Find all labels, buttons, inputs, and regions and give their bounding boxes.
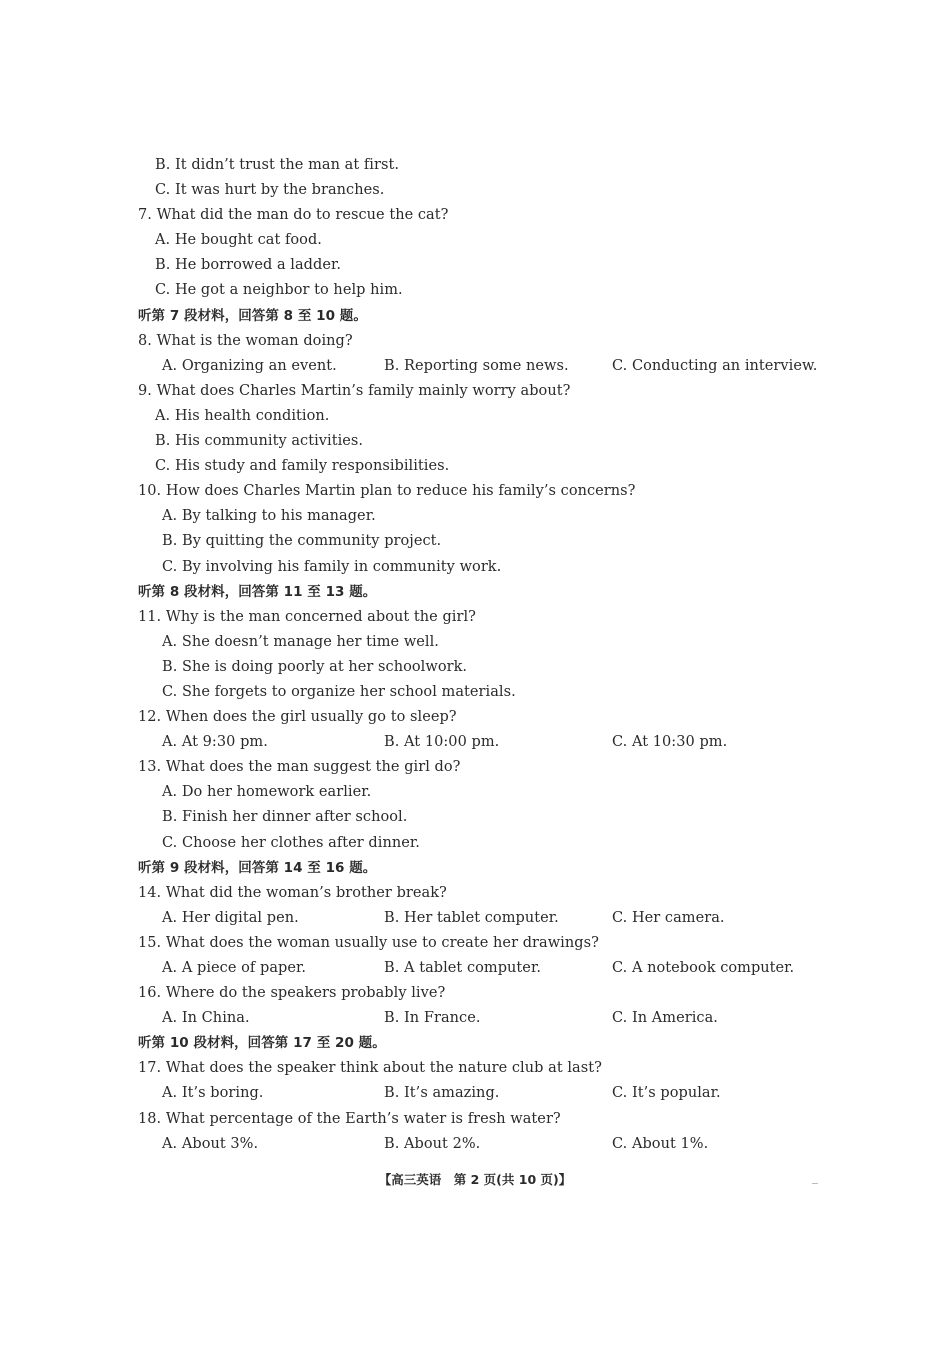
option-text: C. It’s popular.	[612, 1085, 721, 1102]
page-footer: 【高三英语 第 2 页(共 10 页)】	[378, 1172, 572, 1187]
option-text: C. Choose her clothes after dinner.	[162, 834, 420, 851]
option-text: C. A notebook computer.	[612, 960, 795, 976]
options-row	[138, 956, 828, 981]
section-instruction: 听第 10 段材料，回答第 17 至 20 题。	[138, 1035, 386, 1052]
option-text: B. He borrowed a ladder.	[155, 257, 342, 274]
option-text: B. In France.	[384, 1010, 481, 1027]
option-text: C. About 1%.	[612, 1135, 709, 1152]
option-text: B. Finish her dinner after school.	[162, 809, 408, 826]
option-text: C. In America.	[612, 1010, 718, 1027]
option-text: A. His health condition.	[155, 407, 330, 424]
options-row	[138, 1006, 828, 1031]
question-text: 14. What did the woman’s brother break?	[138, 884, 447, 901]
options-row	[138, 354, 828, 379]
option-text: A. He bought cat food.	[155, 232, 322, 249]
option-text: B. It didn’t trust the man at first.	[155, 157, 399, 173]
question-text: 9. What does Charles Martin’s family mainly worry about?	[138, 382, 571, 399]
option-text: A. Organizing an event.	[162, 357, 337, 374]
options-row	[138, 1081, 828, 1106]
option-text: A. Do her homework earlier.	[162, 784, 372, 801]
question-text: 18. What percentage of the Earth’s water is fresh water?	[138, 1110, 561, 1127]
option-text: B. His community activities.	[155, 433, 364, 450]
option-text: B. A tablet computer.	[384, 960, 541, 976]
scan-mark	[812, 1183, 818, 1184]
option-text: C. By involving his family in community work.	[162, 558, 502, 575]
option-text: A. Her digital pen.	[162, 909, 299, 926]
option-text: A. By talking to his manager.	[162, 508, 376, 525]
question-text: 15. What does the woman usually use to create her drawings?	[138, 934, 599, 951]
section-instruction: 听第 7 段材料，回答第 8 至 10 题。	[138, 307, 367, 324]
option-text: C. It was hurt by the branches.	[155, 182, 385, 199]
option-text: B. At 10:00 pm.	[384, 734, 500, 751]
option-text: A. About 3%.	[162, 1135, 259, 1152]
option-text: A. A piece of paper.	[162, 960, 307, 976]
option-text: C. He got a neighbor to help him.	[155, 282, 403, 299]
option-text: A. She doesn’t manage her time well.	[162, 633, 439, 650]
option-text: B. She is doing poorly at her schoolwork.	[162, 658, 468, 675]
question-text: 7. What did the man do to rescue the cat?	[138, 207, 449, 224]
question-text: 17. What does the speaker think about the nature club at last?	[138, 1060, 602, 1077]
question-text: 11. Why is the man concerned about the girl?	[138, 608, 476, 625]
question-text: 16. Where do the speakers probably live?	[138, 985, 446, 1002]
options-row	[138, 1132, 828, 1157]
question-text: 12. When does the girl usually go to sleep?	[138, 709, 457, 726]
section-instruction: 听第 9 段材料，回答第 14 至 16 题。	[138, 859, 377, 876]
option-text: B. By quitting the community project.	[162, 533, 442, 550]
option-text: A. In China.	[162, 1010, 250, 1027]
question-text: 10. How does Charles Martin plan to reduce his family’s concerns?	[138, 483, 636, 500]
option-text: C. Her camera.	[612, 909, 725, 926]
options-row	[138, 730, 828, 755]
options-row	[138, 906, 828, 931]
option-text: A. At 9:30 pm.	[162, 734, 268, 751]
option-text: B. About 2%.	[384, 1135, 481, 1152]
section-instruction: 听第 8 段材料，回答第 11 至 13 题。	[138, 583, 377, 600]
option-text: B. Reporting some news.	[384, 357, 569, 374]
question-text: 8. What is the woman doing?	[138, 332, 353, 349]
option-text: A. It’s boring.	[162, 1085, 264, 1102]
option-text: B. It’s amazing.	[384, 1085, 500, 1102]
question-text: 13. What does the man suggest the girl do?	[138, 759, 461, 776]
option-text: C. Conducting an interview.	[612, 357, 818, 374]
option-text: C. She forgets to organize her school materials.	[162, 683, 516, 700]
exam-content	[138, 153, 828, 1157]
option-text: B. Her tablet computer.	[384, 909, 559, 926]
option-text: C. His study and family responsibilities.	[155, 458, 450, 475]
option-text: C. At 10:30 pm.	[612, 734, 728, 751]
